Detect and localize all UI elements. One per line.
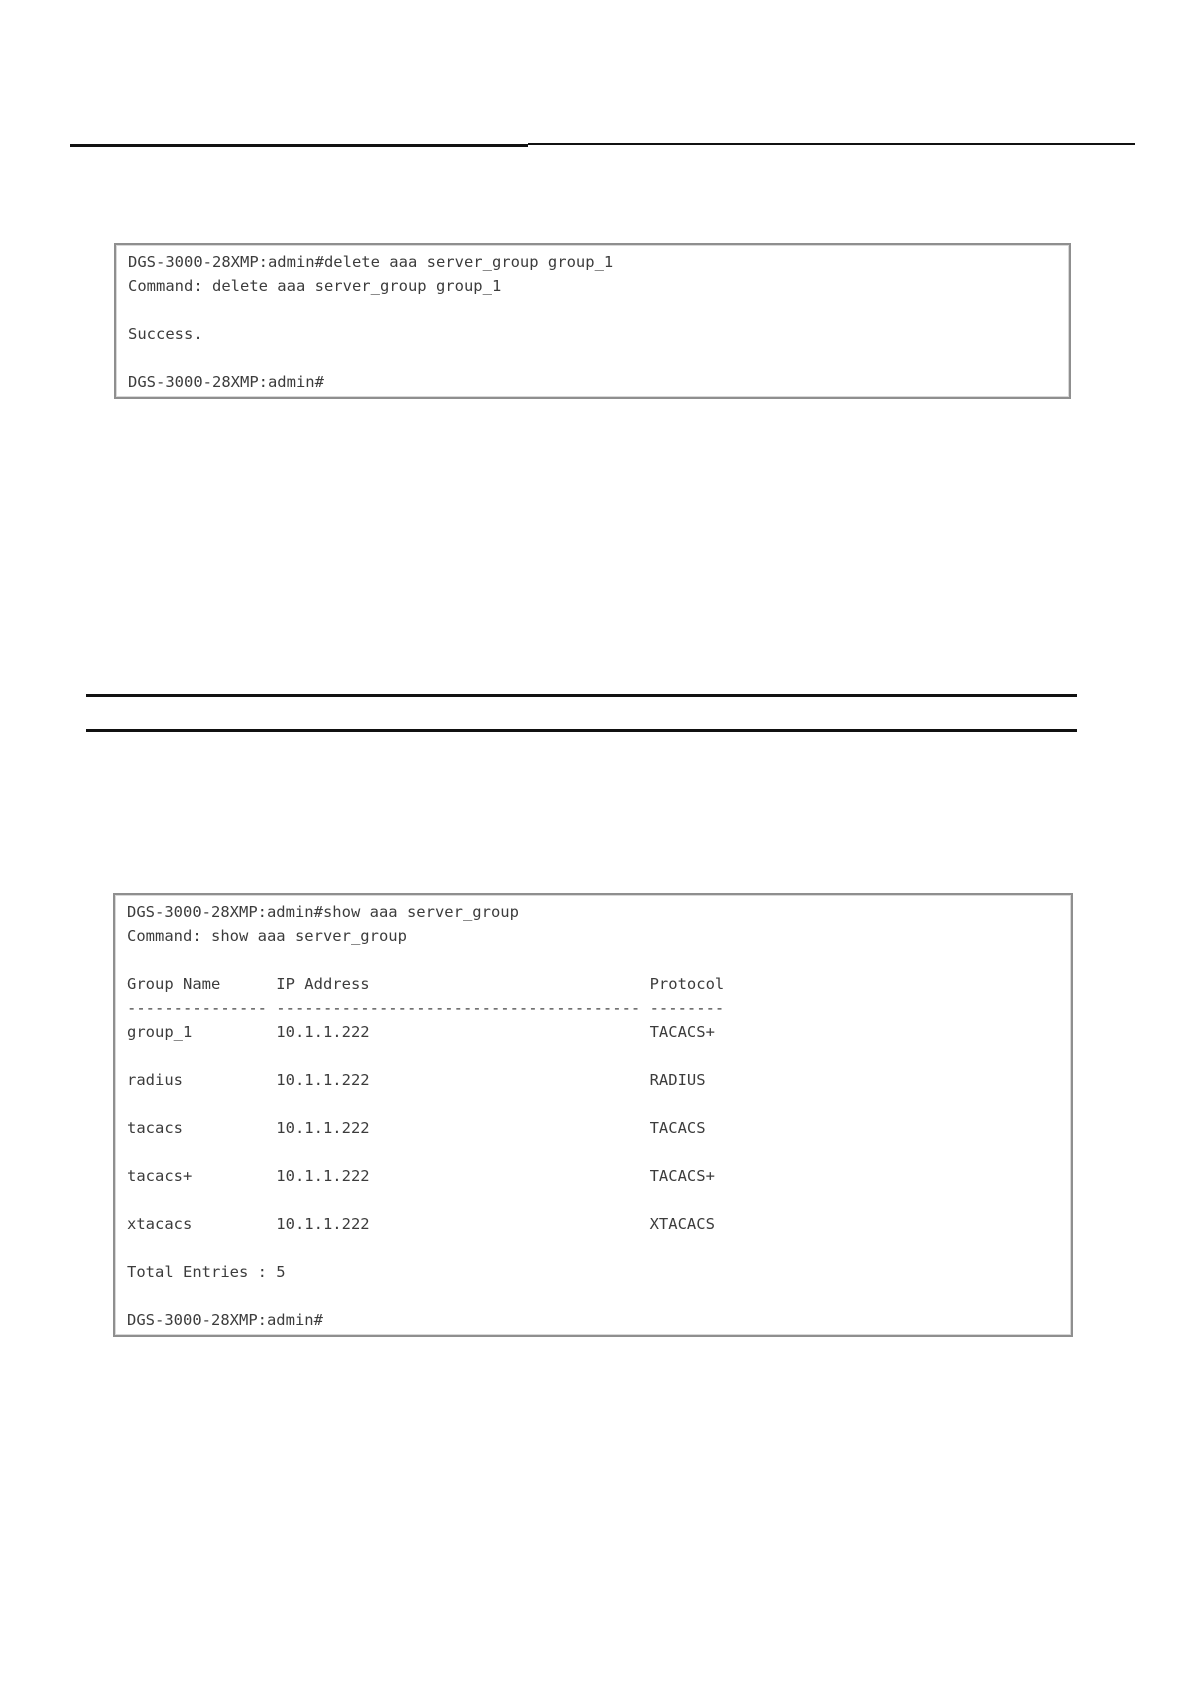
console-line — [127, 1236, 1059, 1260]
console-line: DGS-3000-28XMP:admin#show aaa server_group — [127, 903, 519, 921]
console-line — [128, 346, 1057, 370]
console-line: Success. — [128, 325, 203, 343]
terminal-output-show-aaa-server-group — [113, 893, 1073, 1337]
console-line: DGS-3000-28XMP:admin#delete aaa server_group group_1 — [128, 253, 614, 271]
section-divider-top-rule — [86, 694, 1077, 697]
console-table-row: xtacacs 10.1.1.222 XTACACS — [127, 1215, 715, 1233]
console-line — [127, 948, 1059, 972]
console-line — [127, 1284, 1059, 1308]
header-rule-right-segment — [528, 143, 1135, 145]
console-prompt: DGS-3000-28XMP:admin# — [127, 1311, 323, 1329]
console-line: Command: show aaa server_group — [127, 927, 407, 945]
console-line — [127, 1188, 1059, 1212]
console-total-entries: Total Entries : 5 — [127, 1263, 286, 1281]
console-table-row: radius 10.1.1.222 RADIUS — [127, 1071, 706, 1089]
header-rule-left-segment — [70, 144, 528, 147]
console-line — [127, 1140, 1059, 1164]
terminal-output-delete-aaa-server-group — [114, 243, 1071, 399]
console-table-row: tacacs+ 10.1.1.222 TACACS+ — [127, 1167, 715, 1185]
console-line — [128, 298, 1057, 322]
console-line — [127, 1044, 1059, 1068]
console-table-separator: --------------- --------------------------------------- -------- — [127, 999, 725, 1017]
console-table-row: tacacs 10.1.1.222 TACACS — [127, 1119, 706, 1137]
console-line: DGS-3000-28XMP:admin# — [128, 373, 324, 391]
console-table-row: group_1 10.1.1.222 TACACS+ — [127, 1023, 715, 1041]
console-line: Command: delete aaa server_group group_1 — [128, 277, 502, 295]
console-table-header: Group Name IP Address Protocol — [127, 975, 725, 993]
section-divider-bottom-rule — [86, 729, 1077, 732]
console-line — [127, 1092, 1059, 1116]
